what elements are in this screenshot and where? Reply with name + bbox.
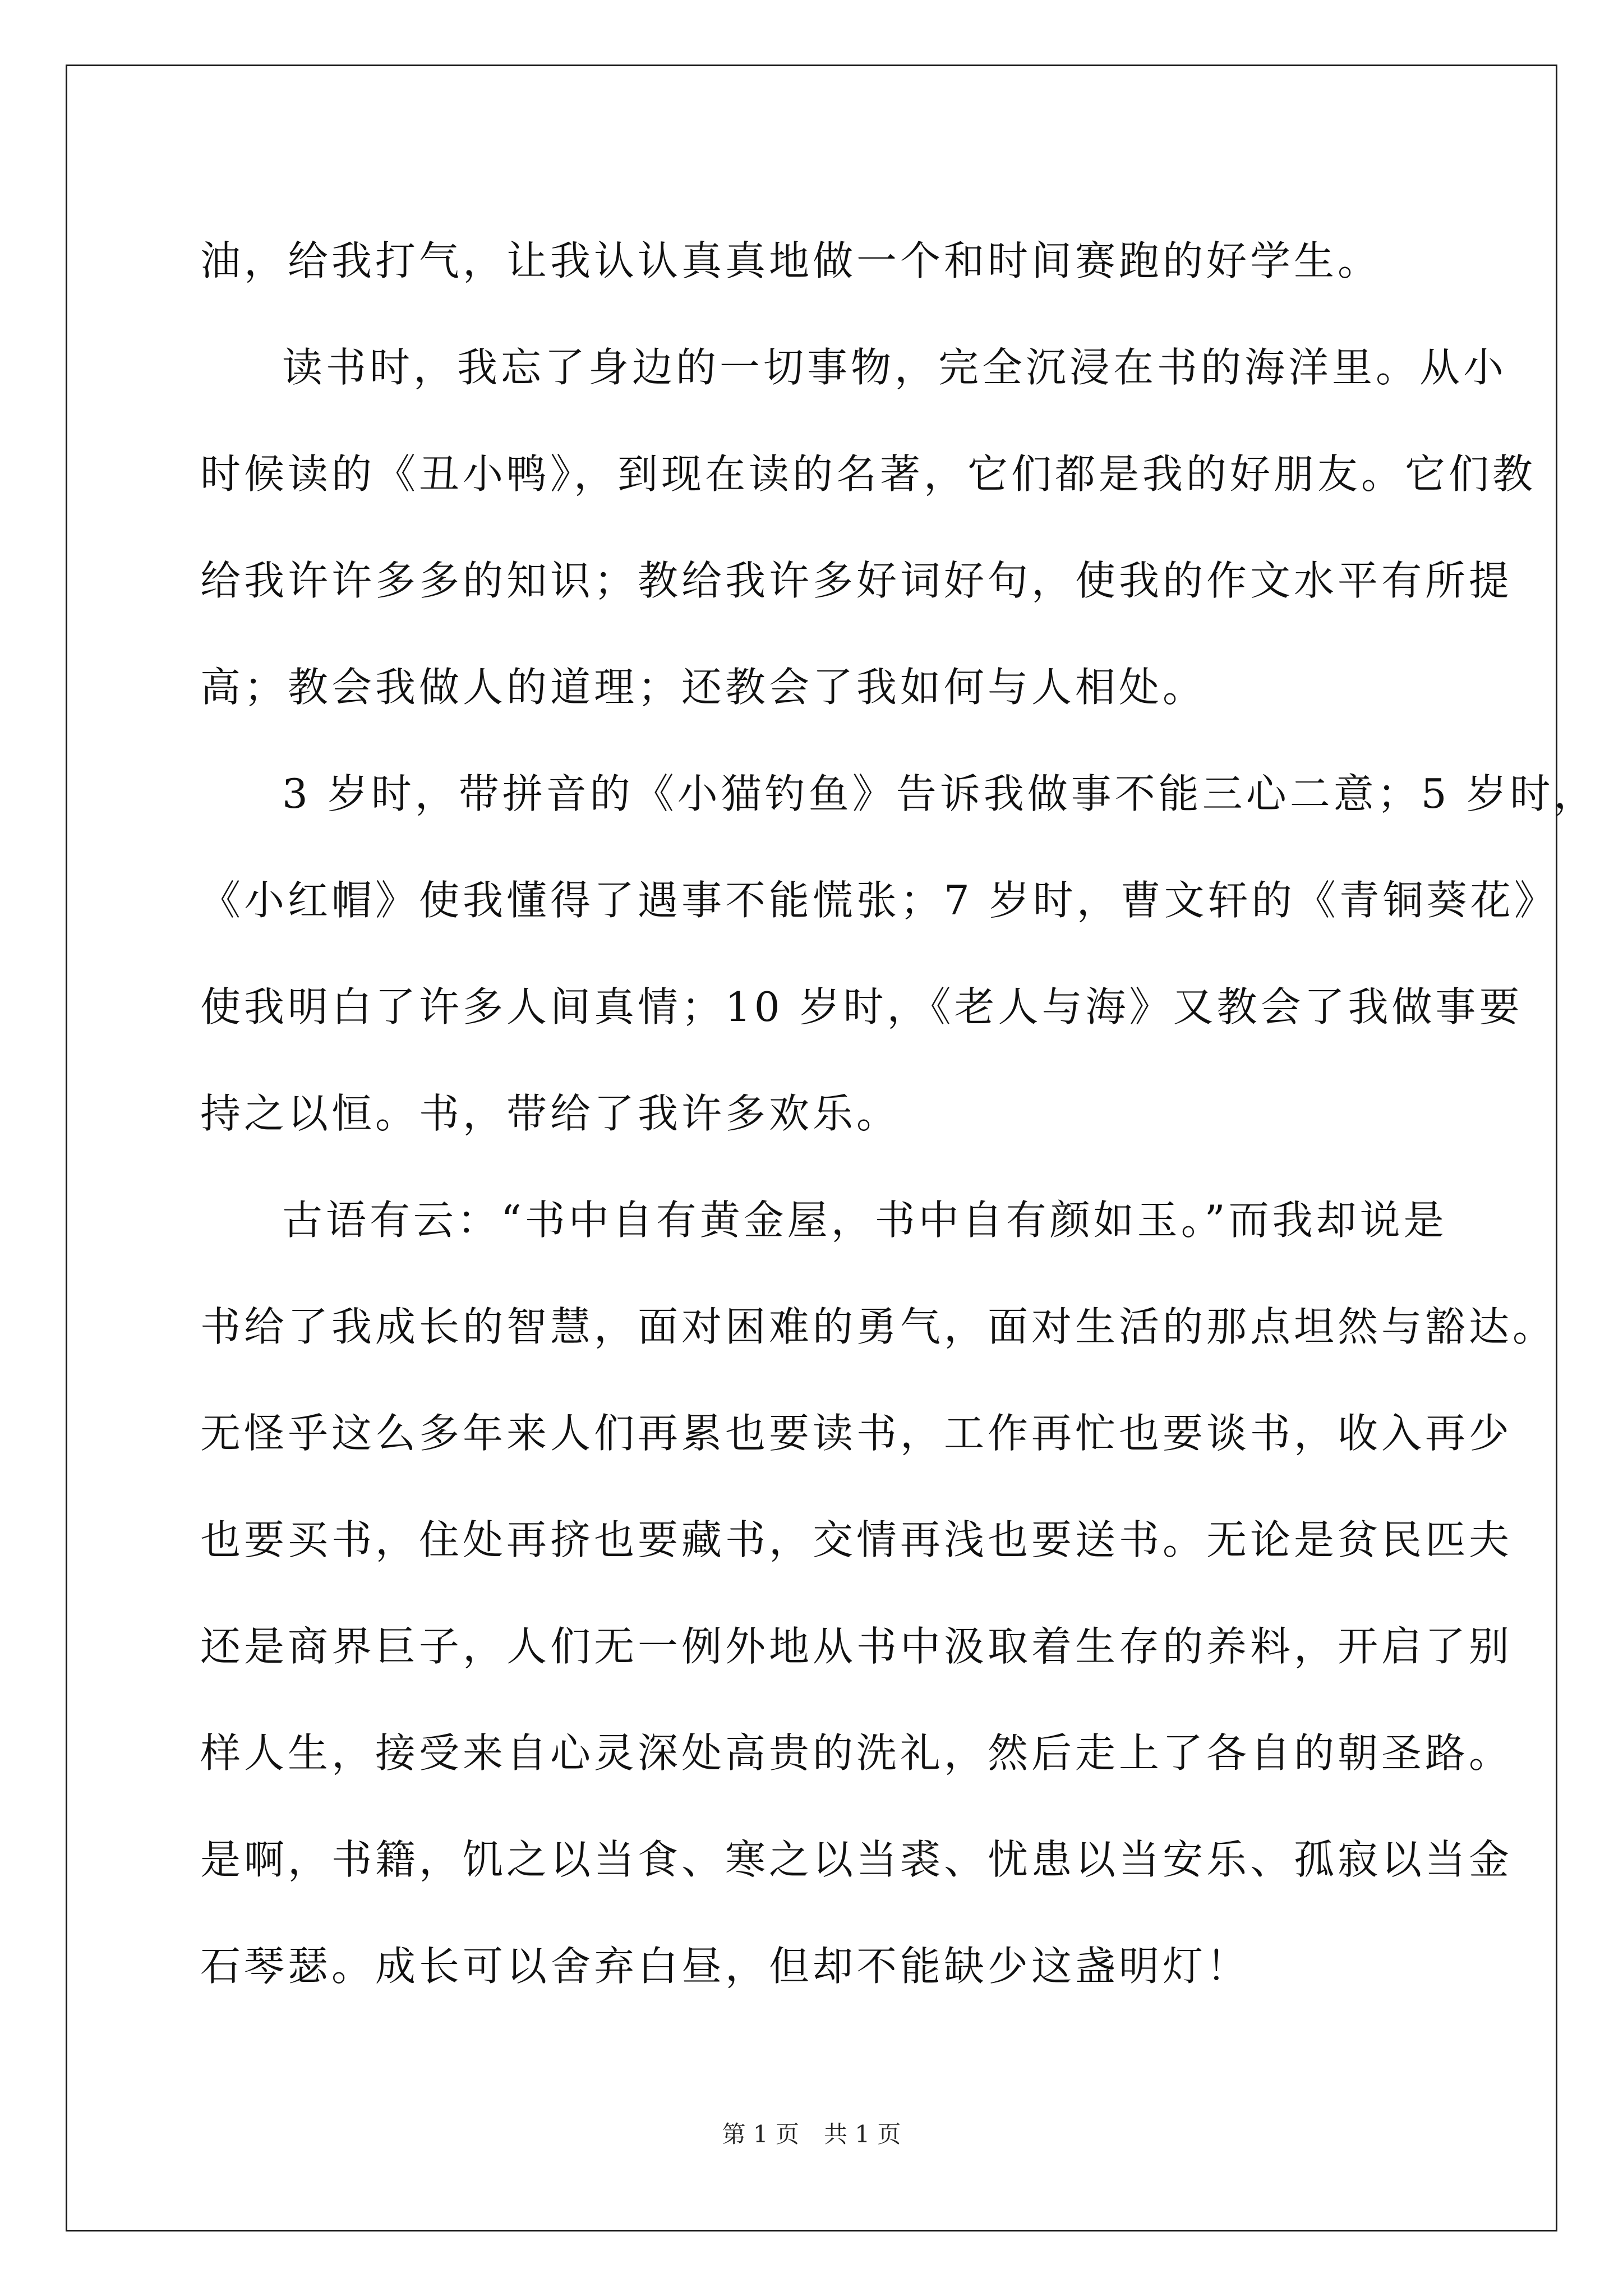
text-line: 是啊，书籍，饥之以当食、寒之以当裘、忧患以当安乐、孤寂以当金 — [200, 1836, 1513, 1883]
text-line: 读书时，我忘了身边的一切事物，完全沉浸在书的海洋里。从小 — [282, 344, 1507, 391]
page-footer — [0, 2116, 1623, 2150]
page-number-current: 第 1 页 — [722, 2120, 799, 2148]
text-line: 也要买书，住处再挤也要藏书，交情再浅也要送书。无论是贫民匹夫 — [200, 1516, 1513, 1563]
text-line: 古语有云：“书中自有黄金屋，书中自有颜如玉。”而我却说是 — [282, 1197, 1447, 1244]
page-number-total: 共 1 页 — [824, 2120, 901, 2148]
text-line: 持之以恒。书，带给了我许多欢乐。 — [200, 1090, 901, 1137]
text-line: 时候读的《丑小鸭》，到现在读的名著，它们都是我的好朋友。它们教 — [200, 450, 1537, 498]
text-line: 使我明白了许多人间真情；10 岁时，《老人与海》又教会了我做事要 — [200, 983, 1523, 1030]
text-line: 3 岁时，带拼音的《小猫钓鱼》告诉我做事不能三心二意；5 岁时， — [282, 770, 1598, 817]
text-line: 高；教会我做人的道理；还教会了我如何与人相处。 — [200, 664, 1207, 711]
text-line: 给我许许多多的知识；教给我许多好词好句，使我的作文水平有所提 — [200, 557, 1513, 604]
text-line: 《小红帽》使我懂得了遇事不能慌张；7 岁时，曹文轩的《青铜葵花》 — [200, 877, 1558, 924]
text-line: 石琴瑟。成长可以舍弃白昼，但却不能缺少这盏明灯！ — [200, 1943, 1251, 1990]
document-body — [200, 208, 1598, 2019]
text-line: 样人生，接受来自心灵深处高贵的洗礼，然后走上了各自的朝圣路。 — [200, 1729, 1513, 1777]
text-line: 还是商界巨子，人们无一例外地从书中汲取着生存的养料，开启了别 — [200, 1623, 1513, 1670]
text-line: 油，给我打气，让我认认真真地做一个和时间赛跑的好学生。 — [200, 237, 1382, 284]
text-line: 无怪乎这么多年来人们再累也要读书，工作再忙也要谈书，收入再少 — [200, 1410, 1513, 1457]
text-line: 书给了我成长的智慧，面对困难的勇气，面对生活的那点坦然与豁达。 — [200, 1303, 1557, 1350]
